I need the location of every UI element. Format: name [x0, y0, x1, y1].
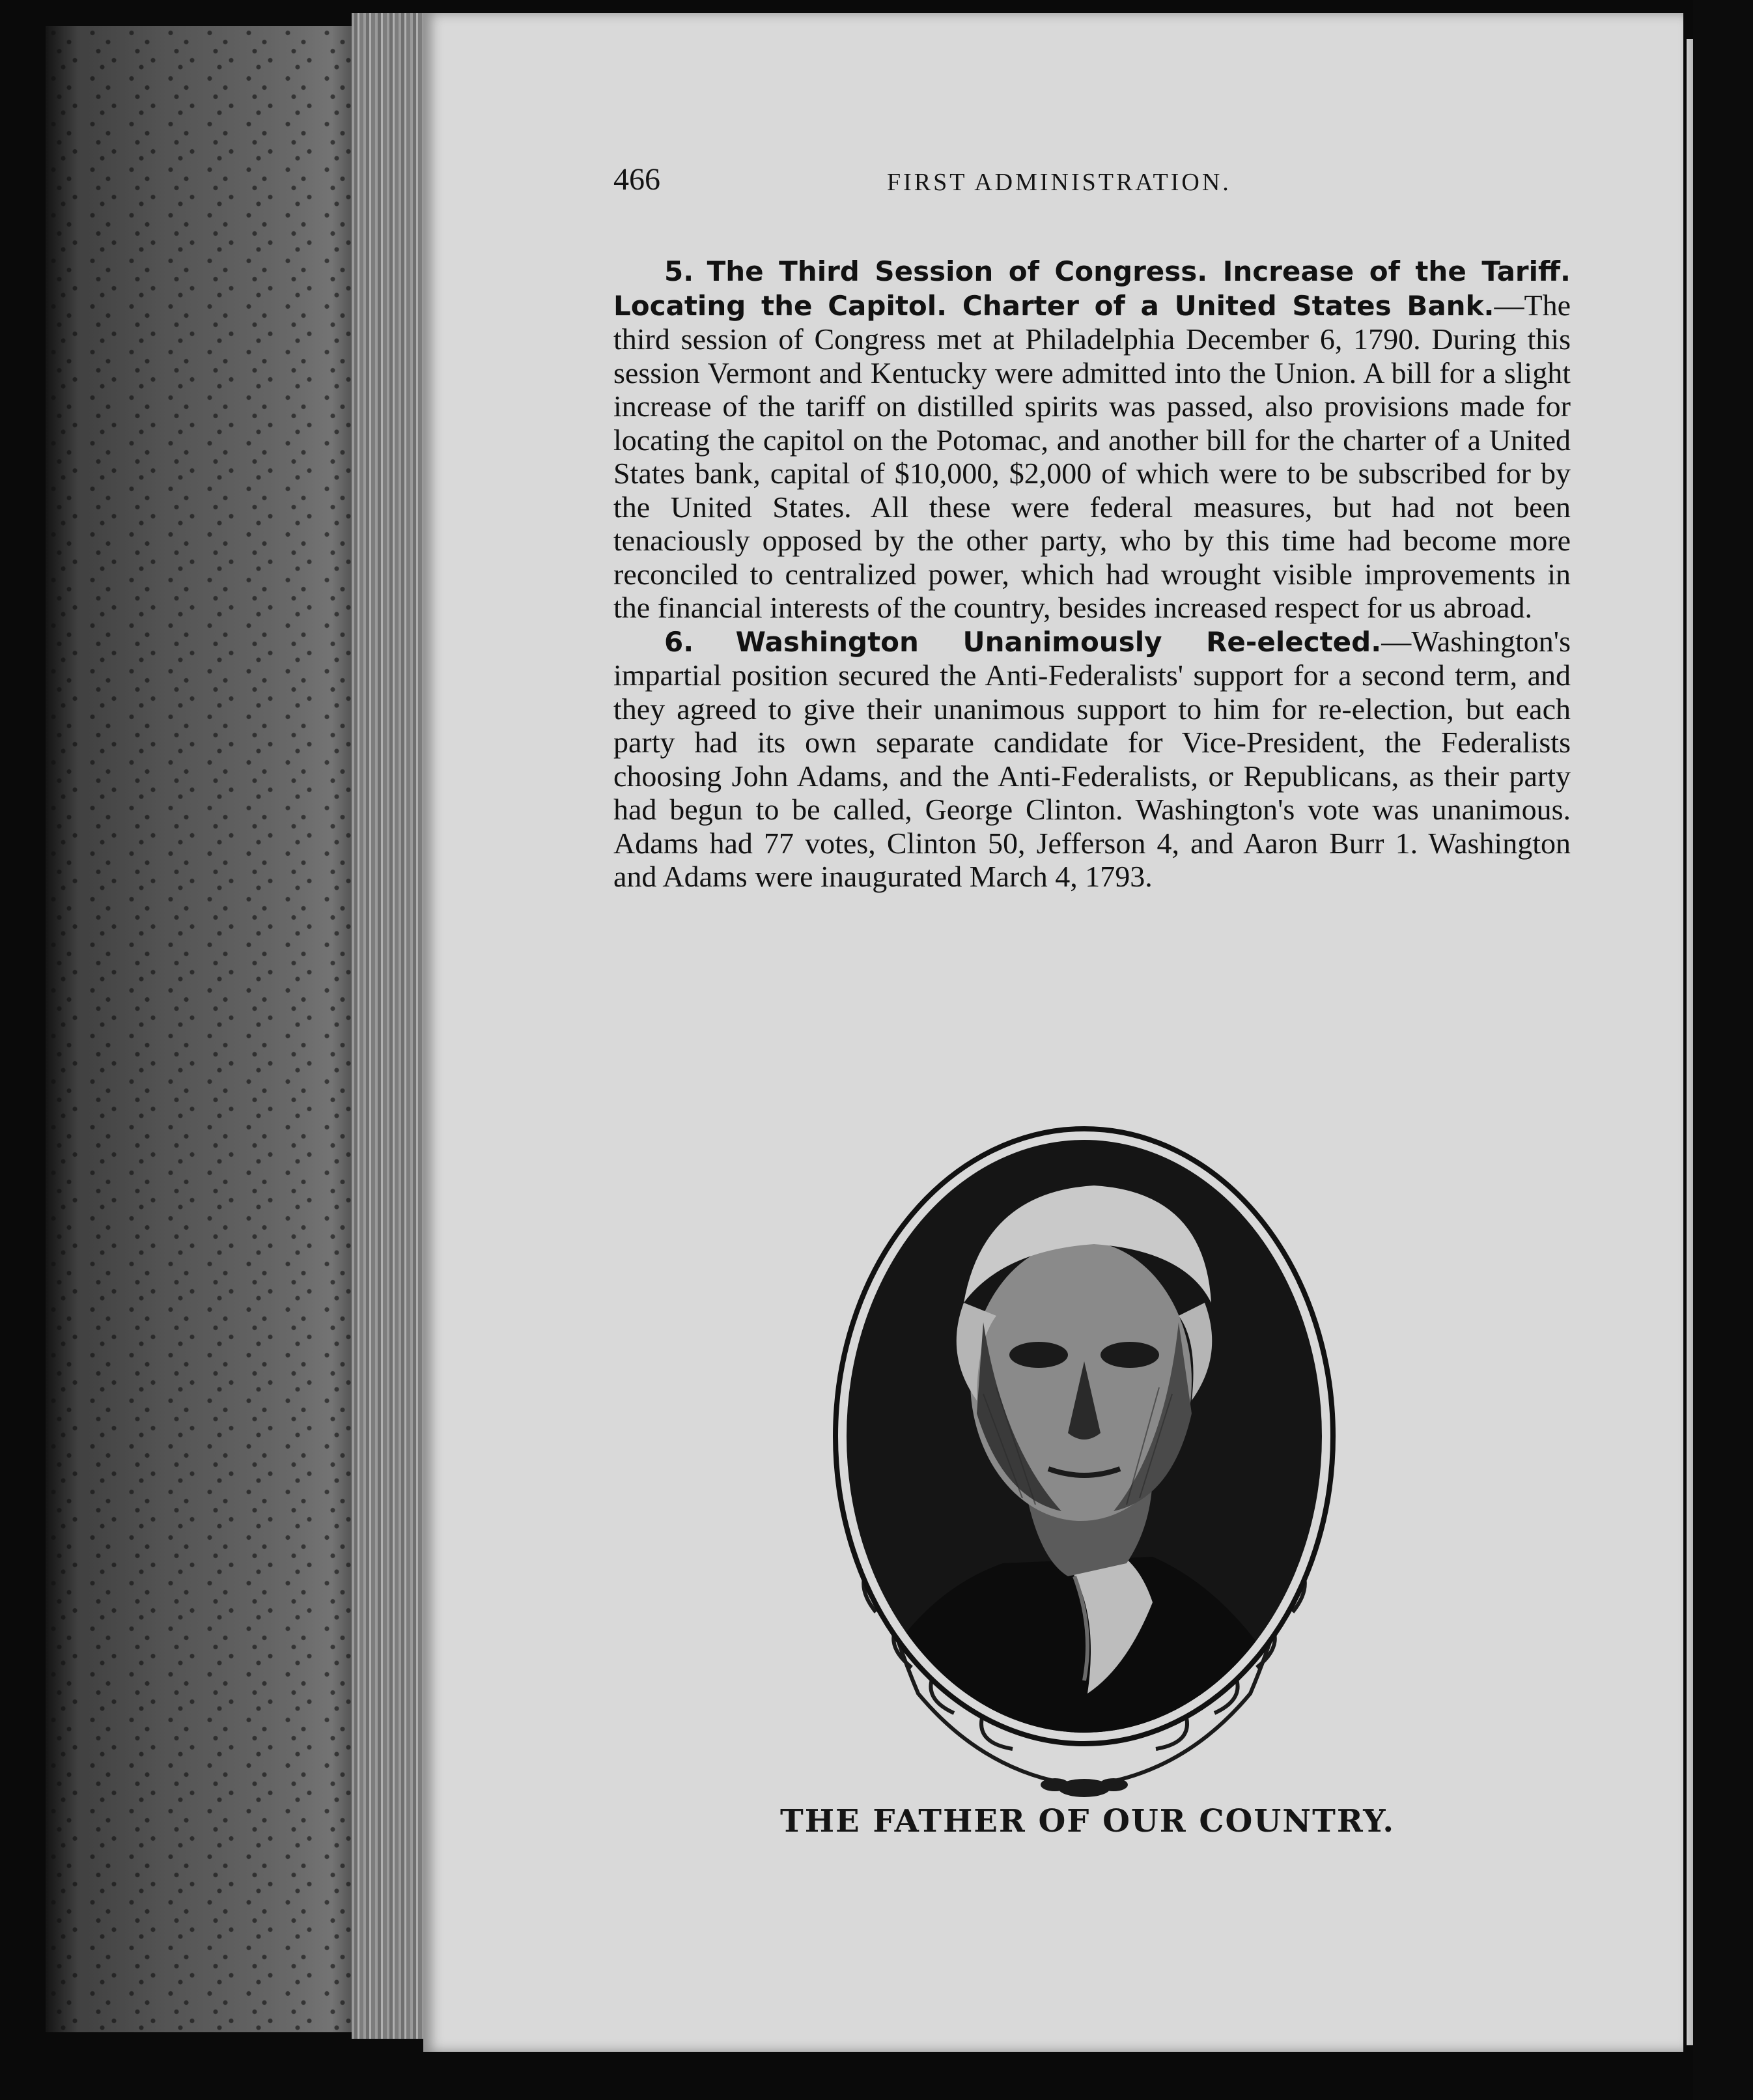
page-header [613, 162, 1551, 214]
page-number: 466 [613, 162, 660, 197]
scan-border-right [1693, 0, 1753, 2100]
section-5-paragraph [613, 254, 1571, 625]
running-head: FIRST ADMINISTRATION. [887, 169, 1231, 196]
body-text [613, 254, 1571, 894]
section-6-text: —Washington's impartial position secured the Anti-Federalists' support for a second term, and they agreed to give their unanimous support to him for re-election, but each party had its own separate candidate for Vice-President, the Federalists choosing John Adams, and the Anti-Federalists, or Republicans, as their party had begun to be called, George Clinton. Washington's vote was unanimous. Adams had 77 votes, Clinton 50, Jefferson 4, and Aaron Burr 1. Washington and Adams were inaugurated March 4, 1793. [613, 624, 1571, 893]
book-page-edges [46, 26, 371, 2032]
section-6-paragraph [613, 625, 1571, 894]
section-5-heading: The Third Session of Congress. Increase of the Tariff. Locating the Capitol. Charter of a United States Bank. [613, 255, 1571, 322]
wreath-ribbon [1041, 1778, 1128, 1797]
page-edge-stripes [352, 13, 423, 2039]
figure-caption: THE FATHER OF OUR COUNTRY. [779, 1803, 1395, 1839]
section-6-heading: Washington Unanimously Re-elected. [735, 625, 1382, 658]
book-page [423, 13, 1683, 2052]
section-6-number: 6. [664, 625, 694, 658]
portrait-engraving [788, 1107, 1381, 1798]
portrait-image [788, 1107, 1381, 1798]
section-5-text: —The third session of Congress met at Philadelphia December 6, 1790. During this session Vermont and Kentucky were admitted into the Union. A bill for a slight increase of the tariff on distilled spirits was passed, also provisions made for locating the capitol on the Potomac, and another bill for the charter of a United States bank, capital of $10,000, $2,000 of which were to be subscribed for by the United States. All these were federal measures, but had not been tenaciously opposed by the other party, who by this time had become more reconciled to centralized power, which had wrought visible improvements in the financial interests of the country, besides increased respect for us abroad. [613, 288, 1571, 624]
section-5-number: 5. [664, 255, 694, 287]
